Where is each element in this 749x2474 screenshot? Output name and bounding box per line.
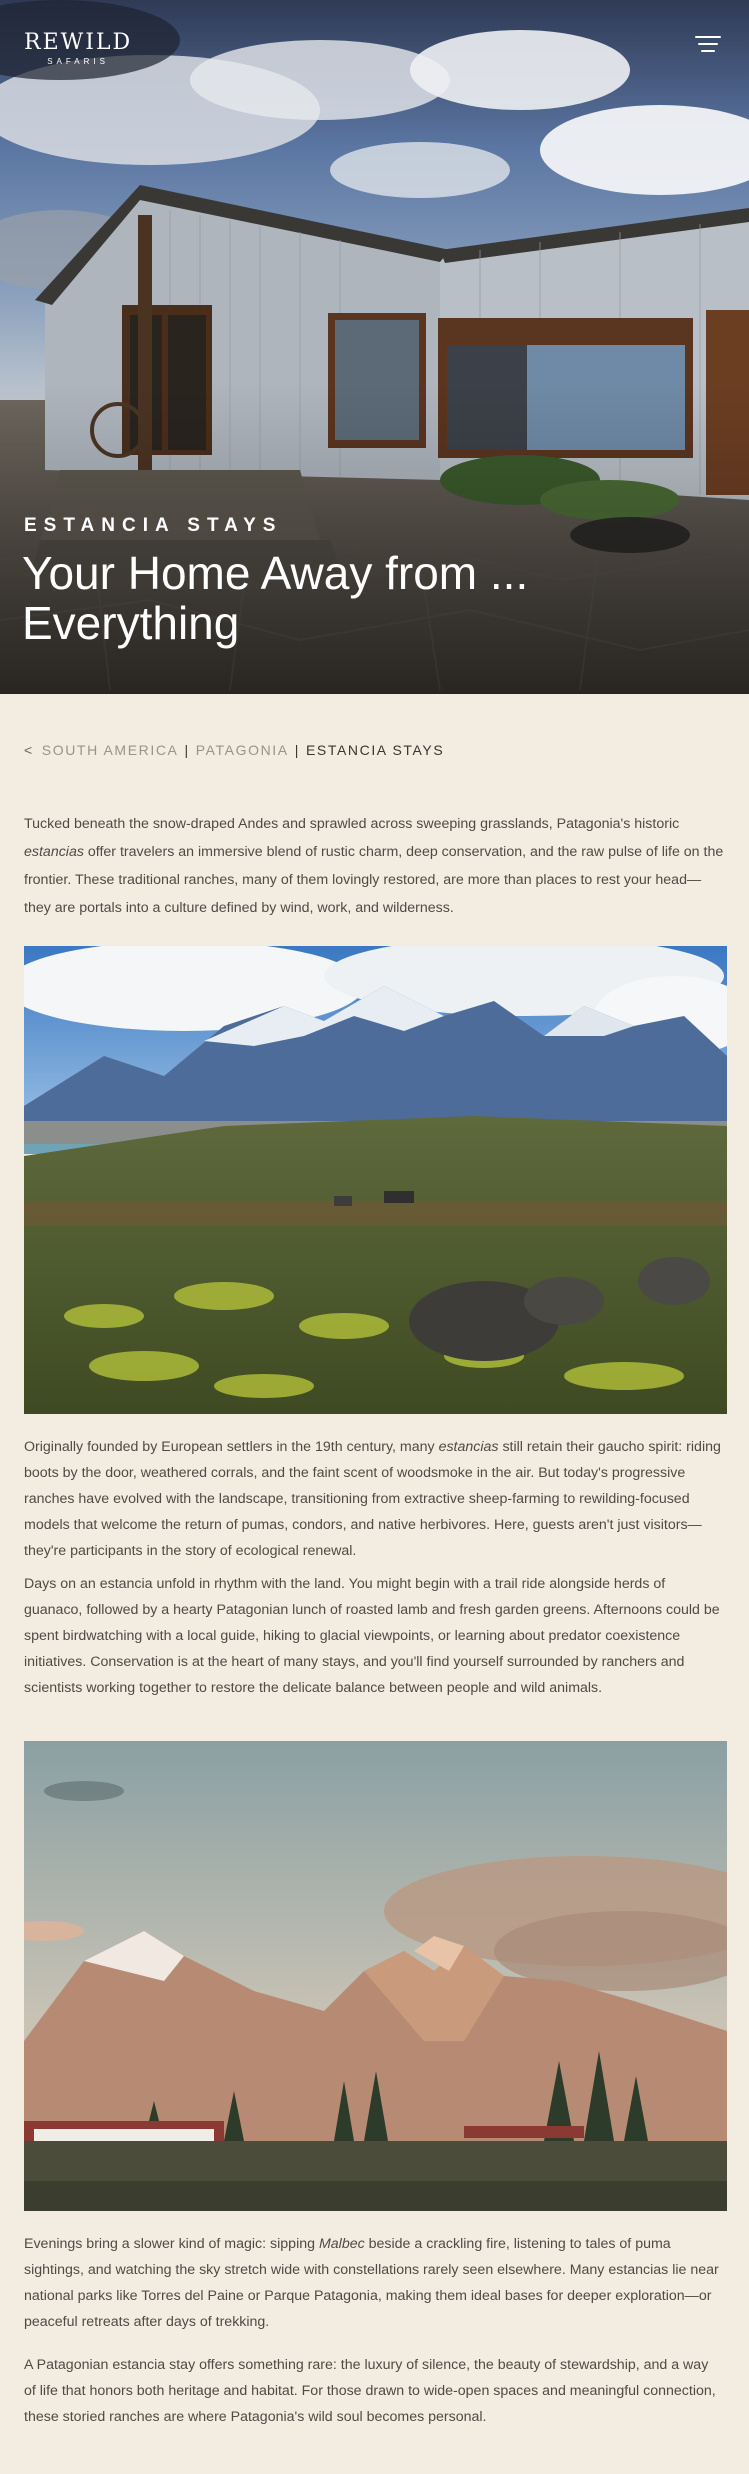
hero-banner: [0, 0, 749, 694]
breadcrumb-link-patagonia[interactable]: PATAGONIA: [195, 742, 289, 758]
intro-paragraph: [24, 810, 724, 922]
brand-name: REWILD: [24, 30, 133, 55]
intro-text-a: Tucked beneath the snow-draped Andes and sprawled across sweeping grasslands, Patagonia's historic: [24, 816, 680, 832]
intro-text-em: estancias: [24, 844, 84, 860]
page-title: [22, 548, 582, 648]
hero-eyebrow: ESTANCIA STAYS: [24, 515, 283, 536]
breadcrumb-current: ESTANCIA STAYS: [305, 742, 445, 758]
intro-text-b: offer travelers an immersive blend of rustic charm, deep conservation, and the raw pulse of life on the frontier. These traditional ranches, many of them lovingly restored, are more than places to rest your head—they are portals into a culture defined by wind, work, and wilderness.: [24, 844, 724, 916]
brand-tagline: SAFARIS: [47, 57, 109, 66]
breadcrumb-link-south-america[interactable]: SOUTH AMERICA: [41, 742, 179, 758]
evenings-text-b: beside a crackling fire, listening to tales of puma sightings, and watching the sky stretch wide with constellations rarely seen elsewhere. Many estancias lie near national parks like Torres del Paine or Parque Patagonia, making them ideal bases for deeper exploration—or peaceful retreats after days of trekking.: [24, 2236, 719, 2330]
history-paragraph: [24, 1434, 724, 1564]
torres-del-paine-landscape-photo: [24, 946, 727, 1414]
evenings-paragraph: [24, 2231, 724, 2335]
breadcrumb: [24, 742, 444, 758]
evenings-text-a: Evenings bring a slower kind of magic: sipping: [24, 2236, 319, 2252]
breadcrumb-separator: |: [294, 742, 300, 758]
closing-paragraph: A Patagonian estancia stay offers something rare: the luxury of silence, the beauty of stewardship, and a way of life that honors both heritage and habitat. For those drawn to wide-open spaces and meaningful connection, these storied ranches are where Patagonia's wild soul becomes personal.: [24, 2357, 716, 2425]
page-title-line-1: Your Home Away from ...: [22, 547, 529, 599]
page-title-line-2: Everything: [22, 597, 240, 649]
history-text-em: estancias: [438, 1439, 499, 1455]
history-text-b: still retain their gaucho spirit: riding boots by the door, weathered corrals, and the faint scent of woodsmoke in the air. But today's progressive ranches have evolved with the landscape, transitioning from extractive sheep-farming to rewilding-focused models that welcome the return of pumas, condors, and native herbivores. Here, guests aren't just visitors—they're participants in the story of ecological renewal.: [24, 1439, 721, 1559]
hamburger-icon[interactable]: [695, 36, 721, 54]
evenings-text-em: Malbec: [318, 2236, 365, 2252]
brand-logo[interactable]: [24, 30, 132, 66]
breadcrumb-separator: |: [184, 742, 190, 758]
mountain-sunset-estancia-photo: [24, 1741, 727, 2211]
back-chevron-icon[interactable]: <: [24, 742, 34, 758]
daily-life-paragraph: Days on an estancia unfold in rhythm with the land. You might begin with a trail ride alongside herds of guanaco, followed by a hearty Patagonian lunch of roasted lamb and fresh garden greens. Afternoons could be spent birdwatching with a local guide, hiking to glacial viewpoints, or learning about predator coexistence initiatives. Conservation is at the heart of many stays, and you'll find yourself surrounded by ranchers and scientists working together to restore the delicate balance between people and wild animals.: [24, 1576, 720, 1696]
history-text-a: Originally founded by European settlers in the 19th century, many: [24, 1439, 439, 1455]
